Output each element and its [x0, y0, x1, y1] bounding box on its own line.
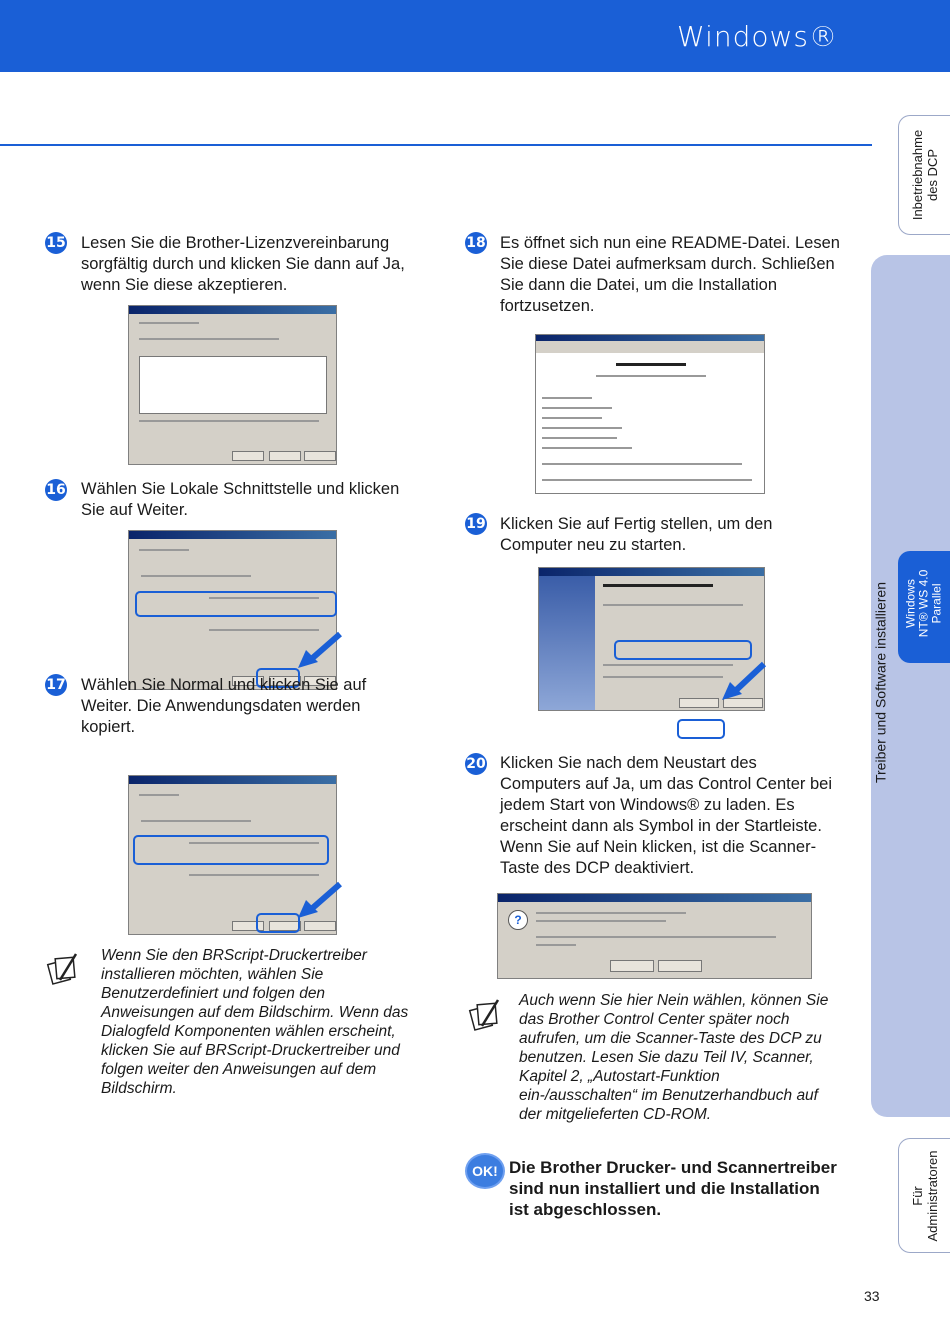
- arrow-icon: [720, 660, 768, 704]
- tab-administratoren-label: Für Administratoren: [910, 1150, 940, 1242]
- step-15-text: Lesen Sie die Brother-Lizenzvereinbarung sorgfältig durch und klicken Sie dann auf Ja, wenn Sie diese akzeptieren.: [81, 234, 405, 294]
- question-icon: ?: [508, 910, 528, 930]
- arrow-icon: [296, 630, 344, 670]
- step-18-text: Es öffnet sich nun eine README-Datei. Lesen Sie diese Datei aufmerksam durch. Schließen Sie dann die Datei, um die Installation fortzusetzen.: [500, 234, 840, 315]
- step-19-text: Klicken Sie auf Fertig stellen, um den Computer neu zu starten.: [500, 515, 773, 554]
- tab-inbetriebnahme-label: Inbetriebnahme des DCP: [910, 129, 940, 221]
- local-interface-highlight: [135, 591, 337, 617]
- step-16-number: 16: [45, 479, 67, 501]
- ok-message: Die Brother Drucker- und Scannertreiber sind nun installiert und die Installation ist abgeschlossen.: [509, 1158, 837, 1219]
- tab-administratoren[interactable]: [898, 1138, 950, 1253]
- tab-inbetriebnahme[interactable]: [898, 115, 950, 235]
- header-bar: [0, 0, 950, 72]
- header-title: Windows®: [677, 20, 838, 53]
- step-20-text: Klicken Sie nach dem Neustart des Computers auf Ja, um das Control Center bei jedem Start von Windows® zu laden. Es erscheint dann als Symbol in der Startleiste. Wenn Sie auf Nein klicken, ist die Scanner-Taste des DCP deaktiviert.: [500, 754, 832, 877]
- step-18-number: 18: [465, 232, 487, 254]
- note-control-center: Auch wenn Sie hier Nein wählen, können Sie das Brother Control Center später noch aufrufen, um die Scanner-Taste des DCP zu benutzen. Lesen Sie dazu Teil IV, Scanner, Kapitel 2, „Autostart-Funktion ein-/ausschalten“ im Benutzerhandbuch auf der mitgelieferten CD-ROM.: [519, 992, 829, 1123]
- arrow-icon: [296, 880, 344, 920]
- step-17-text: Wählen Sie Normal und klicken Sie auf Weiter. Die Anwendungsdaten werden kopiert.: [81, 676, 367, 736]
- step-19-number: 19: [465, 513, 487, 535]
- note-icon: [468, 998, 502, 1032]
- tab-treiber-label: Treiber und Software installieren: [872, 581, 889, 784]
- step-16-text: Wählen Sie Lokale Schnittstelle und klicken Sie auf Weiter.: [81, 480, 400, 519]
- page-number: 33: [864, 1288, 880, 1304]
- finish-button-highlight: [677, 719, 725, 739]
- step-17-number: 17: [45, 674, 67, 696]
- ok-icon: OK!: [465, 1153, 505, 1189]
- readme-screenshot: [535, 334, 765, 494]
- normal-option-highlight: [133, 835, 329, 865]
- next-button-highlight-17: [256, 913, 300, 933]
- tab-windows-nt[interactable]: [898, 551, 950, 663]
- tab-treiber[interactable]: [871, 255, 950, 1117]
- smartui-dialog-screenshot: [497, 893, 812, 979]
- tab-windows-nt-label: Windows NT® WS 4.0 Parallel: [903, 569, 944, 638]
- header-rule: [0, 144, 872, 146]
- step-15-number: 15: [45, 232, 67, 254]
- license-dialog-screenshot: [128, 305, 337, 465]
- note-icon: [46, 952, 80, 986]
- note-brscript: Wenn Sie den BRScript-Druckertreiber installieren möchten, wählen Sie Benutzerdefiniert und folgen den Anweisungen auf dem Bildschirm. Wenn das Dialogfeld Komponenten wählen erscheint, klicken Sie auf BRScript-Druckertreiber und folgen weiter den Anweisungen auf dem Bildschirm.: [101, 947, 409, 1097]
- step-20-number: 20: [465, 753, 487, 775]
- restart-option-highlight: [614, 640, 752, 660]
